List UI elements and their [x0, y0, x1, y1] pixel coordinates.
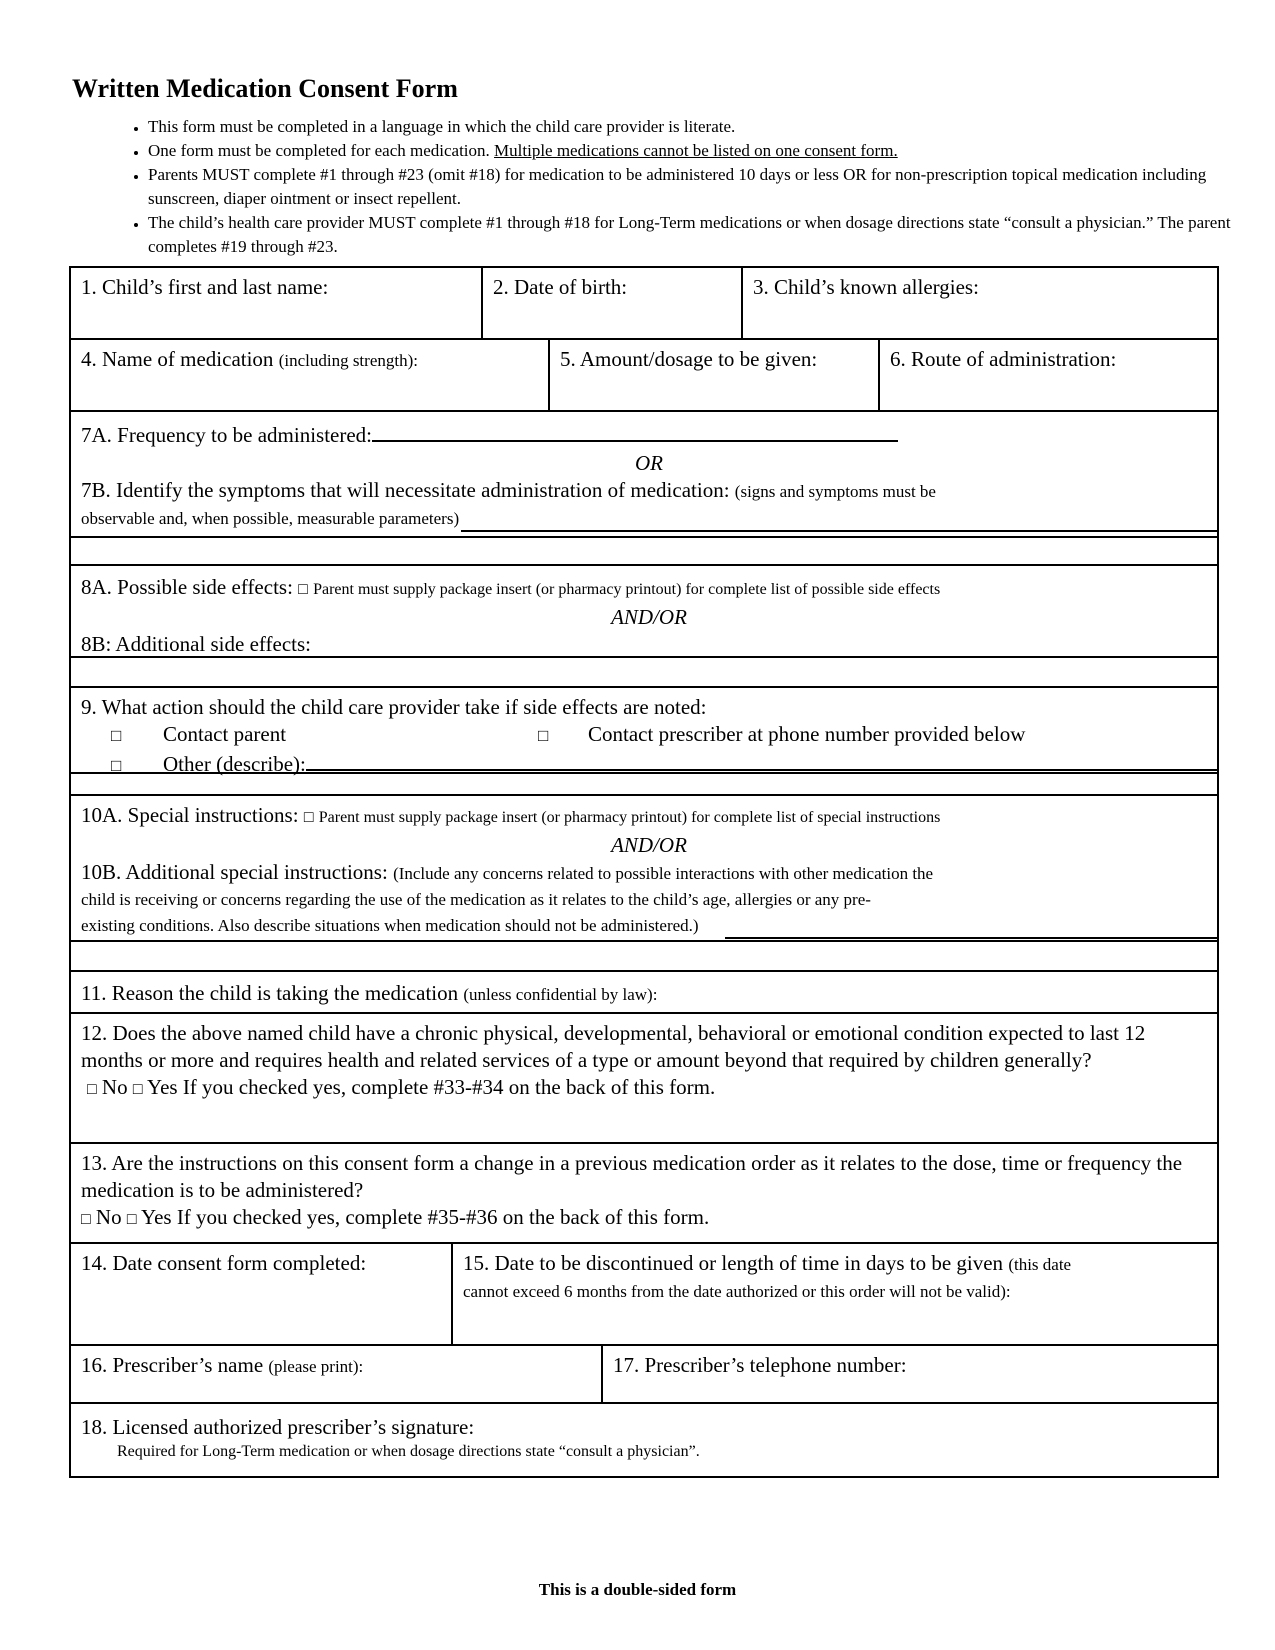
field-note: (Include any concerns related to possible interactions with other medication the	[393, 864, 934, 883]
row-blank	[71, 658, 1217, 688]
field-note: child is receiving or concerns regarding the use of the medication as it relates to the child’s age, allergies or any pre-	[81, 890, 871, 909]
field-label: 12. Does the above named child have a chronic physical, developmental, behavioral or emotional condition expected to last 12 months or more and requires health and related services of a type or amount beyond that required by children generally?	[81, 1021, 1146, 1072]
field-prescriber-signature[interactable]	[71, 1404, 1217, 1476]
row-dates	[71, 1244, 1217, 1346]
row-medication-info	[71, 340, 1217, 412]
row-child-info	[71, 268, 1217, 340]
option-label: Contact parent	[163, 722, 287, 746]
field-label: 9. What action should the child care provider take if side effects are noted:	[81, 695, 707, 719]
instruction-text: One form must be completed for each medication.	[148, 141, 495, 160]
field-note: cannot exceed 6 months from the date authorized or this order will not be valid):	[463, 1282, 1011, 1301]
field-note: (please print):	[268, 1357, 364, 1376]
instruction-text: This form must be completed in a language in which the child care provider is literate.	[148, 117, 736, 136]
checkbox-contact-parent[interactable]: □	[111, 726, 122, 745]
field-label: 14. Date consent form completed:	[81, 1251, 367, 1275]
checkbox-other[interactable]: □	[111, 756, 122, 775]
side-effects-line[interactable]	[313, 636, 1217, 658]
field-date-discontinued[interactable]	[451, 1244, 1217, 1344]
checkbox-package-insert-instructions[interactable]: □	[303, 809, 314, 826]
option-label: Other (describe):	[163, 752, 306, 776]
field-label: 2. Date of birth:	[493, 275, 628, 299]
field-route[interactable]	[878, 340, 1217, 410]
instruction-text: Parents MUST complete #1 through #23 (omit #18) for medication to be administered 10 days or less OR for non-prescription topical medication including sunscreen, diaper ointment or insect repellent.	[148, 165, 1207, 208]
field-change-order[interactable]	[71, 1144, 1217, 1242]
blank-line[interactable]	[71, 942, 1217, 970]
field-note: (including strength):	[278, 351, 418, 370]
field-label: 18. Licensed authorized prescriber’s signature:	[81, 1415, 475, 1439]
field-note: (this date	[1008, 1255, 1072, 1274]
field-side-effects[interactable]	[71, 566, 1217, 656]
field-label: 16. Prescriber’s name	[81, 1353, 264, 1377]
field-reason[interactable]	[71, 972, 1217, 1012]
field-label: 8A. Possible side effects:	[81, 575, 293, 599]
option-label: Yes	[141, 1205, 172, 1229]
field-note: Required for Long-Term medication or when dosage directions state “consult a physician”.	[117, 1443, 700, 1460]
field-label: 15. Date to be discontinued or length of time in days to be given	[463, 1251, 1004, 1275]
row-prescriber	[71, 1346, 1217, 1404]
row-reason	[71, 972, 1217, 1014]
special-instructions-line[interactable]	[725, 917, 1217, 939]
option-label: No	[101, 1075, 128, 1099]
instruction-item	[148, 163, 1268, 211]
blank-line[interactable]	[71, 538, 1217, 566]
field-date-completed[interactable]	[71, 1244, 451, 1344]
field-medication-name[interactable]	[71, 340, 548, 410]
field-label: 11. Reason the child is taking the medication	[81, 981, 459, 1005]
field-frequency-symptoms[interactable]	[71, 412, 1217, 536]
field-special-instructions[interactable]	[71, 796, 1217, 940]
checkbox-chronic-no[interactable]: □	[87, 1081, 97, 1098]
field-note: If you checked yes, complete #35-#36 on the back of this form.	[176, 1205, 710, 1229]
instruction-emphasis: Multiple medications cannot be listed on one consent form.	[494, 141, 898, 160]
row-side-effects	[71, 566, 1217, 658]
field-note: Parent must supply package insert (or pharmacy printout) for complete list of special instructions	[318, 809, 941, 826]
form-title: Written Medication Consent Form	[72, 74, 458, 103]
field-label: 3. Child’s known allergies:	[753, 275, 979, 299]
row-blank	[71, 942, 1217, 972]
field-date-of-birth[interactable]	[481, 268, 741, 338]
row-action	[71, 688, 1217, 774]
instruction-item	[148, 139, 1268, 163]
row-blank	[71, 774, 1217, 796]
field-allergies[interactable]	[741, 268, 1217, 338]
andor-text: AND/OR	[611, 833, 687, 857]
field-label: 7A. Frequency to be administered:	[81, 423, 373, 447]
field-action[interactable]	[71, 688, 1217, 776]
or-text: OR	[635, 451, 663, 475]
row-special-instructions	[71, 796, 1217, 942]
field-dosage[interactable]	[548, 340, 878, 410]
field-prescriber-phone[interactable]	[601, 1346, 1217, 1402]
instruction-item	[148, 115, 1268, 139]
checkbox-package-insert[interactable]: □	[298, 581, 308, 598]
field-label: 13. Are the instructions on this consent form a change in a previous medication order as it relates to the dose, time or frequency the medication is to be administered?	[81, 1151, 1183, 1202]
option-label: Contact prescriber at phone number provided below	[588, 722, 1026, 746]
row-blank	[71, 538, 1217, 566]
frequency-line[interactable]	[372, 422, 898, 442]
field-label: 17. Prescriber’s telephone number:	[613, 1353, 907, 1377]
field-label: 4. Name of medication	[81, 347, 274, 371]
andor-text: AND/OR	[611, 605, 687, 629]
field-note: Parent must supply package insert (or pharmacy printout) for complete list of possible side effects	[313, 581, 941, 598]
row-frequency	[71, 412, 1217, 538]
other-describe-line[interactable]	[306, 749, 1217, 771]
footer-note: This is a double-sided form	[538, 1580, 737, 1599]
checkbox-chronic-yes[interactable]: □	[132, 1081, 143, 1098]
option-label: Yes	[147, 1075, 178, 1099]
row-signature	[71, 1404, 1217, 1476]
row-change-order	[71, 1144, 1217, 1244]
blank-line[interactable]	[71, 774, 1217, 794]
field-prescriber-name[interactable]	[71, 1346, 601, 1402]
field-label: 5. Amount/dosage to be given:	[560, 347, 818, 371]
field-note: (unless confidential by law):	[463, 985, 658, 1004]
row-chronic-condition	[71, 1014, 1217, 1144]
field-note: If you checked yes, complete #33-#34 on the back of this form.	[182, 1075, 716, 1099]
field-note: existing conditions. Also describe situations when medication should not be administered.)	[81, 916, 699, 935]
field-note: observable and, when possible, measurable parameters)	[81, 509, 460, 528]
symptoms-line[interactable]	[461, 510, 1217, 532]
field-label: 6. Route of administration:	[890, 347, 1117, 371]
field-note: (signs and symptoms must be	[734, 482, 936, 501]
field-child-name[interactable]	[71, 268, 481, 338]
instructions-list	[100, 115, 1268, 259]
field-label: 1. Child’s first and last name:	[81, 275, 329, 299]
instruction-item	[148, 211, 1268, 259]
option-label: No	[95, 1205, 122, 1229]
field-label: 8B: Additional side effects:	[81, 632, 311, 656]
checkbox-change-yes[interactable]: □	[126, 1211, 137, 1228]
consent-form-table	[69, 266, 1219, 1478]
field-label: 10B. Additional special instructions:	[81, 860, 388, 884]
checkbox-contact-prescriber[interactable]: □	[538, 726, 549, 745]
field-label: 10A. Special instructions:	[81, 803, 299, 827]
field-chronic-condition[interactable]	[71, 1014, 1217, 1142]
instruction-text: The child’s health care provider MUST complete #1 through #18 for Long-Term medications or when dosage directions state “consult a physician.” The parent completes #19 through #23.	[148, 213, 1231, 256]
field-label: 7B. Identify the symptoms that will necessitate administration of medication:	[81, 478, 730, 502]
checkbox-change-no[interactable]: □	[81, 1211, 91, 1228]
blank-line[interactable]	[71, 658, 1217, 686]
